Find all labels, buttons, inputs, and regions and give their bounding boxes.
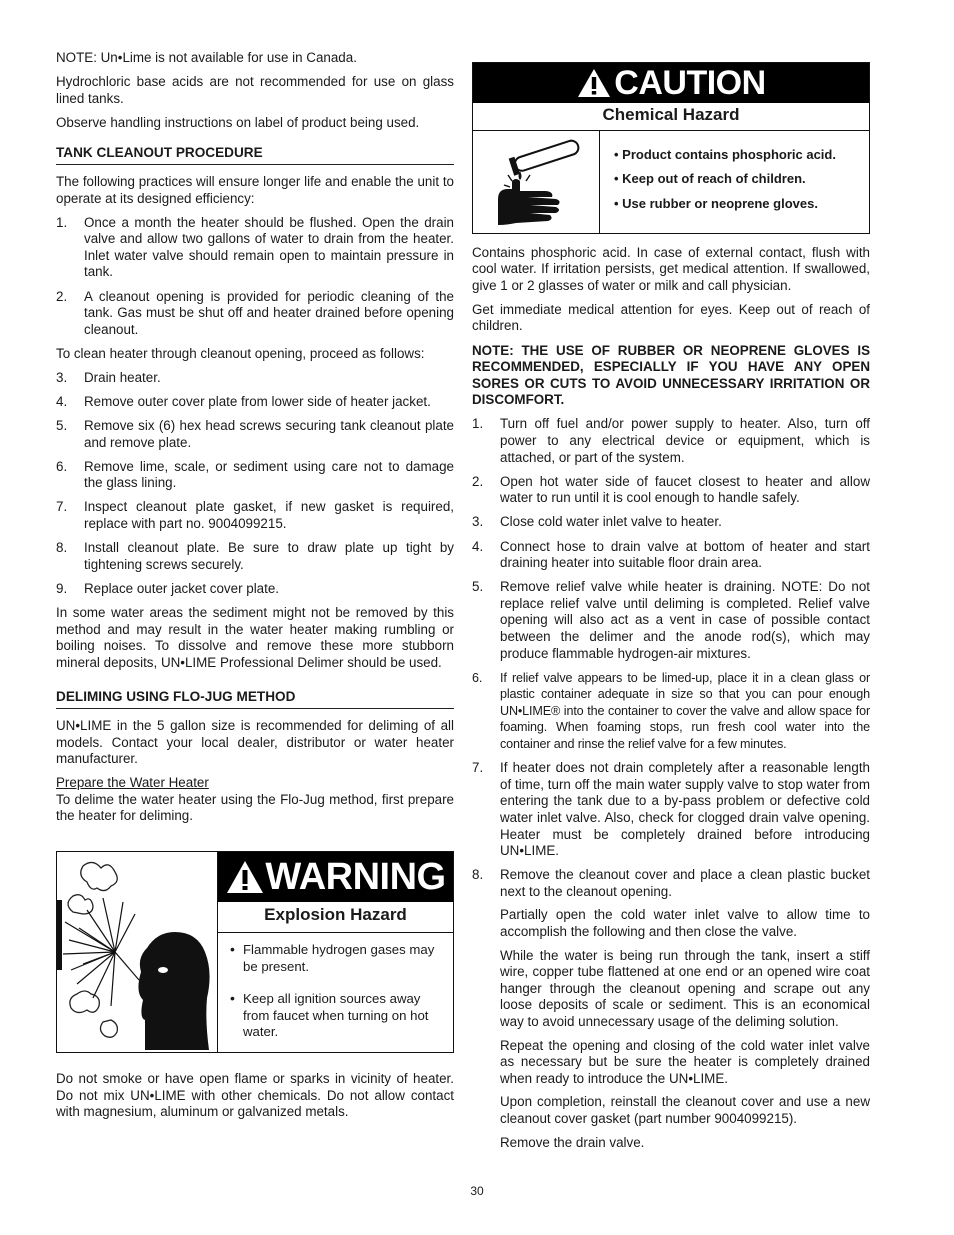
clean-intro: To clean heater through cleanout opening, proceed as follows: <box>56 345 425 361</box>
list-item: • Keep out of reach of children. <box>614 171 806 187</box>
list-item: • Product contains phosphoric acid. <box>614 146 836 162</box>
list-item: 8. Remove the cleanout cover and place a clean plastic bucket next to the cleanout opening. Partially open the cold water inlet valve to allow time to accomplish the following and then close the valve. While the water is being run through the tank, insert a stiff wire, copper tube flattened at one end or an opened wire coat hanger through the cleanout opening and scrape out any loose deposits of scale or sediment. This is an economical way to avoid unnecessary usage of the deliming solution. Repeat the opening and closing of the cold water inlet valve as necessary but be sure the heater is completely drained when ready to introduce the UN•LIME. Upon completion, reinstall the cleanout cover and use a new cleanout cover gasket (part number 9004099215). Remove the drain valve. <box>472 867 870 1150</box>
caution-banner <box>473 63 869 103</box>
list-item: 8. Install cleanout plate. Be sure to draw plate up tight by tightening screws securely. <box>56 540 454 572</box>
contains-paragraph: Contains phosphoric acid. In case of external contact, flush with cool water. If irritation persists, get medical attention. If swallowed, give 1 or 2 glasses of water or milk and call physician. <box>472 244 870 293</box>
step8-paragraph: Partially open the cold water inlet valve to allow time to accomplish the following and then close the valve. <box>500 907 870 939</box>
sediment-paragraph: In some water areas the sediment might not be removed by this method and may result in the water heater making rumbling or boiling noises. To dissolve and remove these more stubborn mineral deposits, UN•LIME Professional Delimer should be used. <box>56 604 454 670</box>
gloves-note: NOTE: THE USE OF RUBBER OR NEOPRENE GLOVES IS RECOMMENDED, ESPECIALLY IF YOU HAVE ANY OPEN SORES OR CUTS TO AVOID UNNECESSARY IRRITATION OR DISCOMFORT. <box>472 342 870 408</box>
left-column <box>56 50 454 832</box>
list-item: 6. Remove lime, scale, or sediment using care not to damage the glass lining. <box>56 458 454 491</box>
caution-box <box>472 62 870 234</box>
prepare-subheading: Prepare the Water Heater <box>56 775 209 791</box>
right-column <box>472 56 870 1159</box>
warning-subtitle: Explosion Hazard <box>218 902 453 933</box>
step8-paragraph: Upon completion, reinstall the cleanout cover and use a new cleanout cover gasket (part number 9004099215). <box>500 1094 870 1126</box>
warning-banner <box>218 852 453 902</box>
list-item: 4. Remove outer cover plate from lower side of heater jacket. <box>56 394 431 409</box>
caution-list <box>600 131 836 233</box>
list-item: • Flammable hydrogen gases may be present. <box>230 941 435 974</box>
warning-list <box>232 942 442 1057</box>
prepare-paragraph: To delime the water heater using the Flo-Jug method, first prepare the heater for deliming. <box>56 791 454 824</box>
bullet-icon: • <box>230 990 235 1007</box>
list-item: 5. Remove relief valve while heater is draining. NOTE: Do not replace relief valve until deliming is completed. Relief valve opening will also act as a vent in case of possible contact between the delimer and the anode rod(s), which may produce flammable hydrogen-air mixtures. <box>472 579 870 661</box>
deliming-steps-list <box>472 416 870 1151</box>
chemical-hazard-icon <box>473 131 600 233</box>
step8-paragraph: Repeat the opening and closing of the cold water inlet valve as necessary but be sure the heater is completely drained when ready to introduce the UN•LIME. <box>500 1037 870 1086</box>
tank-cleanout-heading: TANK CLEANOUT PROCEDURE <box>56 145 454 165</box>
caution-subtitle: Chemical Hazard <box>473 103 869 131</box>
deliming-heading: DELIMING USING FLO-JUG METHOD <box>56 689 454 709</box>
warning-title: WARNING <box>265 855 446 898</box>
caution-title: CAUTION <box>614 63 766 102</box>
note-handling: Observe handling instructions on label of product being used. <box>56 114 420 130</box>
warning-triangle-icon <box>225 859 265 895</box>
note-canada: NOTE: Un•Lime is not available for use in Canada. <box>56 50 357 65</box>
deliming-paragraph: UN•LIME in the 5 gallon size is recommended for deliming of all models. Contact your local dealer, distributor or water heater manufacturer. <box>56 717 454 767</box>
list-item: 3. Drain heater. <box>56 369 161 385</box>
list-item: • Keep all ignition sources away from faucet when turning on hot water. <box>230 990 429 1040</box>
step8-paragraph: Remove the drain valve. <box>500 1134 645 1150</box>
bullet-icon: • <box>230 941 235 957</box>
steps-list-a <box>56 215 454 339</box>
list-item: 4. Connect hose to drain valve at bottom of heater and start draining heater into suitable floor drain area. <box>472 538 870 571</box>
list-item: 1. Turn off fuel and/or power supply to heater. Also, turn off power to any electrical device or equipment, which is attached, or part of the system. <box>472 416 870 465</box>
list-item: 7. If heater does not drain completely after a reasonable length of time, turn off the main water supply valve to stop water from entering the tank due to a by-pass problem or defective cold water inlet valve. Also, check for clogged drain valve opening. Heater must be completely drained before introducing UN•LIME. <box>472 760 870 859</box>
note-hydrochloric: Hydrochloric base acids are not recommended for use on glass lined tanks. <box>56 74 454 106</box>
list-item: 9. Replace outer jacket cover plate. <box>56 580 280 596</box>
list-item: 2. Open hot water side of faucet closest to heater and allow water to run until it is cool enough to handle safely. <box>472 473 870 506</box>
list-item: 6. If relief valve appears to be limed-up, place it in a clean glass or plastic container adequate in size so that you can pour enough UN•LIME® into the container to cover the valve and allow space for foaming. When foaming stops, run fresh cool water into the container and rinse the relief valve for a few minutes. <box>472 670 870 752</box>
page-number: 30 <box>470 1184 484 1198</box>
list-item: 7. Inspect cleanout plate gasket, if new gasket is required, replace with part no. 9004099215. <box>56 499 454 532</box>
eyes-paragraph: Get immediate medical attention for eyes. Keep out of reach of children. <box>472 301 870 334</box>
list-item: 5. Remove six (6) hex head screws securing tank cleanout plate and remove plate. <box>56 418 454 450</box>
list-item: 1. Once a month the heater should be flushed. Open the drain valve and allow two gallons of water to drain from the heater. Inlet water valve should remain open to maintain pressure in tank. <box>56 214 454 280</box>
list-item: • Use rubber or neoprene gloves. <box>614 195 818 211</box>
warning-box <box>56 851 454 1053</box>
caution-triangle-icon <box>576 67 612 99</box>
explosion-hazard-icon <box>57 852 218 1052</box>
list-item: 2. A cleanout opening is provided for periodic cleaning of the tank. Gas must be shut off and heater drained before opening cleanout. <box>56 288 454 337</box>
list-item: 3. Close cold water inlet valve to heater. <box>472 514 722 530</box>
steps-list-b <box>56 370 454 598</box>
caution-body <box>473 131 869 233</box>
tank-intro: The following practices will ensure longer life and enable the unit to operate at its designed efficiency: <box>56 173 454 206</box>
after-warning-paragraph: Do not smoke or have open flame or sparks in vicinity of heater. Do not mix UN•LIME with other chemicals. Do not allow contact with magnesium, aluminum or galvanized metals. <box>56 1071 454 1120</box>
step8-paragraph: While the water is being run through the tank, insert a stiff wire, copper tube flattened at one end or an opened wire coat hanger through the cleanout opening and scrape out any loose deposits of scale or sediment. This is an economical way to avoid unnecessary usage of the deliming solution. <box>500 947 870 1029</box>
